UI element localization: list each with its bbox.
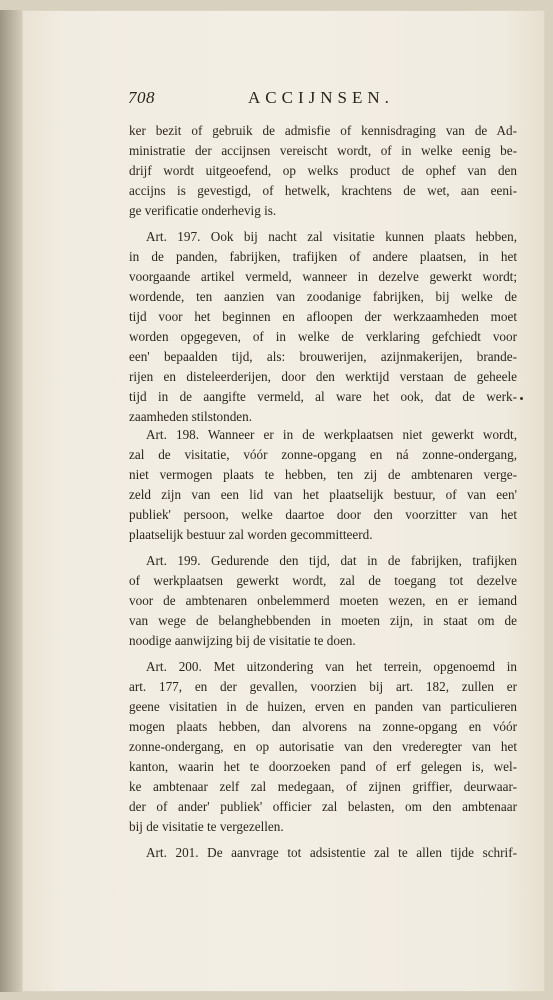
- text-line: mogen plaats hebben, dan alvorens na zonne-opgang en vóór: [129, 719, 517, 734]
- text-line: een' bepaalden tijd, als: brouwerijen, azijnmakerijen, brande-: [129, 349, 517, 364]
- text-line: in de panden, fabrijken, trafijken of andere plaatsen, in het: [129, 249, 517, 264]
- text-line: accijns is gevestigd, of hetwelk, krachtens de wet, aan eeni-: [129, 183, 517, 198]
- text-line: ge verificatie onderhevig is.: [129, 203, 277, 218]
- text-line: zeld zijn van een lid van het plaatselijk bestuur, of van een': [129, 487, 517, 502]
- text-line: voorgaande artikel vermeld, wanneer in dezelve gewerkt wordt;: [129, 269, 517, 284]
- text-line: noodige aanwijzing bij de visitatie te doen.: [129, 633, 356, 648]
- text-line: zonne-ondergang, en op autorisatie van den vrederegter van het: [129, 739, 517, 754]
- text-line: bij de visitatie te vergezellen.: [129, 819, 284, 834]
- text-line: zal de visitatie, vóór zonne-opgang en ná zonne-ondergang,: [129, 447, 517, 462]
- article-198-start: Art. 198. Wanneer er in de werkplaatsen niet gewerkt wordt,: [146, 427, 517, 442]
- text-line: rijen en disteleerderijen, door den werktijd verstaan de geheele: [129, 369, 517, 384]
- text-line: worden opgegeven, of in welke de verklaring gefchiedt voor: [129, 329, 517, 344]
- text-line: tijd voor het beginnen en afloopen der werkzaamheden moet: [129, 309, 517, 324]
- article-197-start: Art. 197. Ook bij nacht zal visitatie kunnen plaats hebben,: [146, 229, 517, 244]
- text-line: art. 177, en der gevallen, voorzien bij art. 182, zullen er: [129, 679, 517, 694]
- text-line: der of ander' publiek' officier zal belasten, om den ambtenaar: [129, 799, 517, 814]
- text-line: publiek' persoon, welke daartoe door den voorzitter van het: [129, 507, 517, 522]
- text-line: zaamheden stilstonden.: [129, 409, 253, 424]
- text-line: geene visitatien in de huizen, erven en panden van particulieren: [129, 699, 517, 714]
- article-201-start: Art. 201. De aanvrage tot adsistentie zal te allen tijde schrif-: [146, 845, 517, 860]
- text-line: drijf wordt uitgeoefend, op welks product de ophef van den: [129, 163, 517, 178]
- running-head: ACCIJNSEN.: [248, 88, 394, 107]
- page-number: 708: [128, 88, 155, 107]
- text-line: niet vermogen plaats te hebben, ten zij de ambtenaren verge-: [129, 467, 517, 482]
- text-line: ministratie der accijnsen vereischt wordt, of in welke eenig be-: [129, 143, 517, 158]
- text-line: of werkplaatsen gewerkt wordt, zal de toegang tot dezelve: [129, 573, 517, 588]
- text-line: voor de ambtenaren onbelemmerd moeten wezen, en er iemand: [129, 593, 517, 608]
- text-line: ker bezit of gebruik de admisfie of kennisdraging van de Ad-: [129, 123, 517, 138]
- text-line: wordende, ten aanzien van zoodanige fabrijken, bij welke de: [129, 289, 517, 304]
- article-200-start: Art. 200. Met uitzondering van het terrein, opgenoemd in: [146, 659, 517, 674]
- ink-dot: [520, 397, 523, 400]
- text-line: kanton, waarin het te doorzoeken pand of erf gelegen is, wel-: [129, 759, 517, 774]
- article-199-start: Art. 199. Gedurende den tijd, dat in de fabrijken, trafijken: [146, 553, 517, 568]
- text-line: plaatselijk bestuur zal worden gecommitteerd.: [129, 527, 373, 542]
- text-line: tijd in de aangifte vermeld, al ware het ook, dat de werk-: [129, 389, 517, 404]
- text-line: ke ambtenaar zelf zal medegaan, of zijnen griffier, deurwaar-: [129, 779, 517, 794]
- text-line: van wege de belanghebbenden in moeten zijn, in staat om de: [129, 613, 517, 628]
